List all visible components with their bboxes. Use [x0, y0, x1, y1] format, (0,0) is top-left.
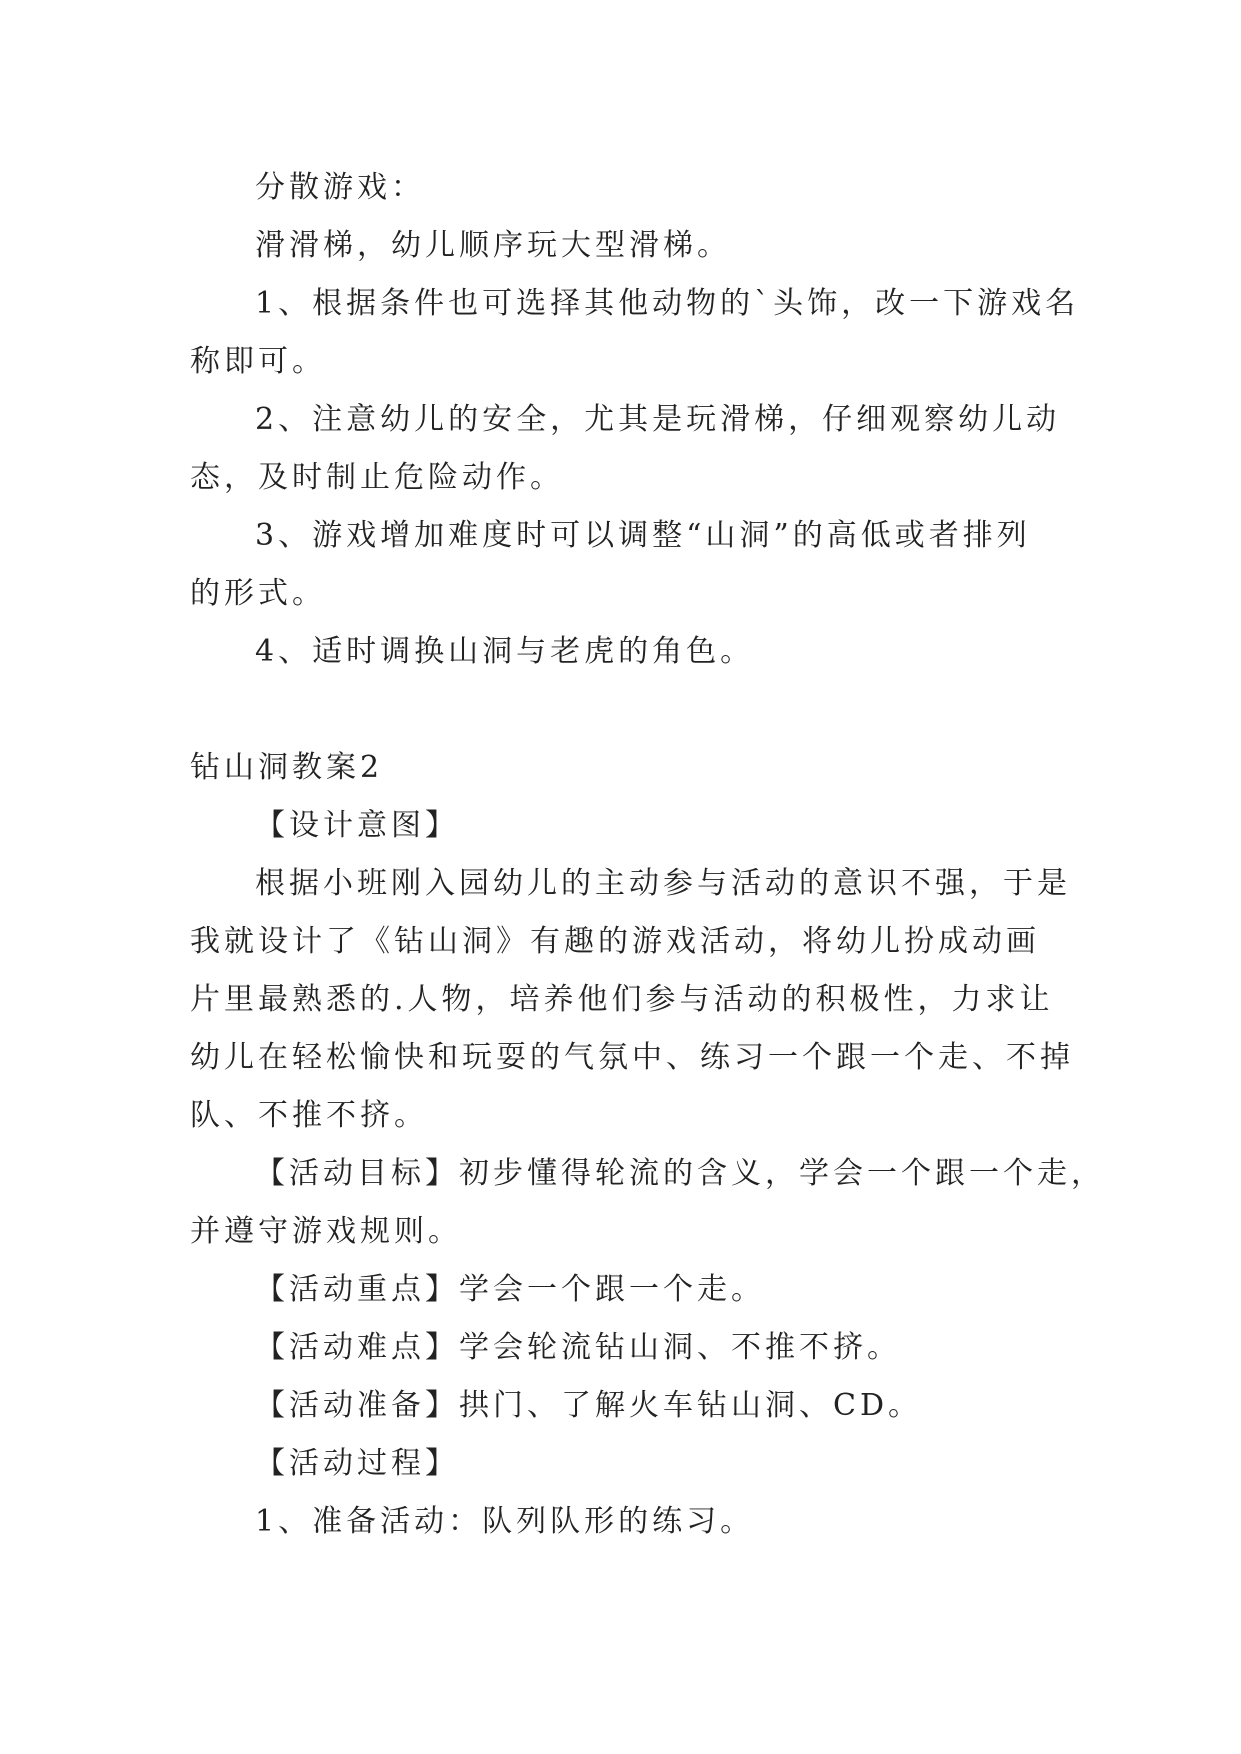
- paragraph-line: 称即可。: [190, 344, 326, 379]
- paragraph-line: 根据小班刚入园幼儿的主动参与活动的意识不强，于是: [255, 866, 1071, 901]
- section-label: 【活动过程】: [255, 1446, 459, 1481]
- paragraph-line: 幼儿在轻松愉快和玩耍的气氛中、练习一个跟一个走、不掉: [190, 1040, 1074, 1075]
- paragraph-line: 滑滑梯，幼儿顺序玩大型滑梯。: [255, 228, 731, 263]
- section-heading: 钻山洞教案2: [190, 750, 384, 785]
- paragraph-line: 4、适时调换山洞与老虎的角色。: [255, 634, 755, 669]
- paragraph-line: 3、游戏增加难度时可以调整“山洞”的高低或者排列: [255, 518, 1031, 553]
- paragraph-line: 我就设计了《钻山洞》有趣的游戏活动，将幼儿扮成动画: [190, 924, 1040, 959]
- paragraph-line: 片里最熟悉的.人物，培养他们参与活动的积极性，力求让: [190, 982, 1054, 1017]
- paragraph-line: 并遵守游戏规则。: [190, 1214, 462, 1249]
- paragraph-line: 【活动目标】初步懂得轮流的含义，学会一个跟一个走，: [255, 1156, 1105, 1191]
- paragraph-line: 态，及时制止危险动作。: [190, 460, 564, 495]
- paragraph-line: 1、根据条件也可选择其他动物的`头饰，改一下游戏名: [255, 286, 1080, 321]
- paragraph-line: 队、不推不挤。: [190, 1098, 428, 1133]
- paragraph-line: 2、注意幼儿的安全，尤其是玩滑梯，仔细观察幼儿动: [255, 402, 1061, 437]
- paragraph-line: 分散游戏：: [255, 170, 425, 205]
- section-label: 【设计意图】: [255, 808, 459, 843]
- paragraph-line: 【活动重点】学会一个跟一个走。: [255, 1272, 765, 1307]
- paragraph-line: 1、准备活动：队列队形的练习。: [255, 1504, 755, 1539]
- paragraph-line: 的形式。: [190, 576, 326, 611]
- paragraph-line: 【活动难点】学会轮流钻山洞、不推不挤。: [255, 1330, 901, 1365]
- paragraph-line: 【活动准备】拱门、了解火车钻山洞、CD。: [255, 1388, 923, 1423]
